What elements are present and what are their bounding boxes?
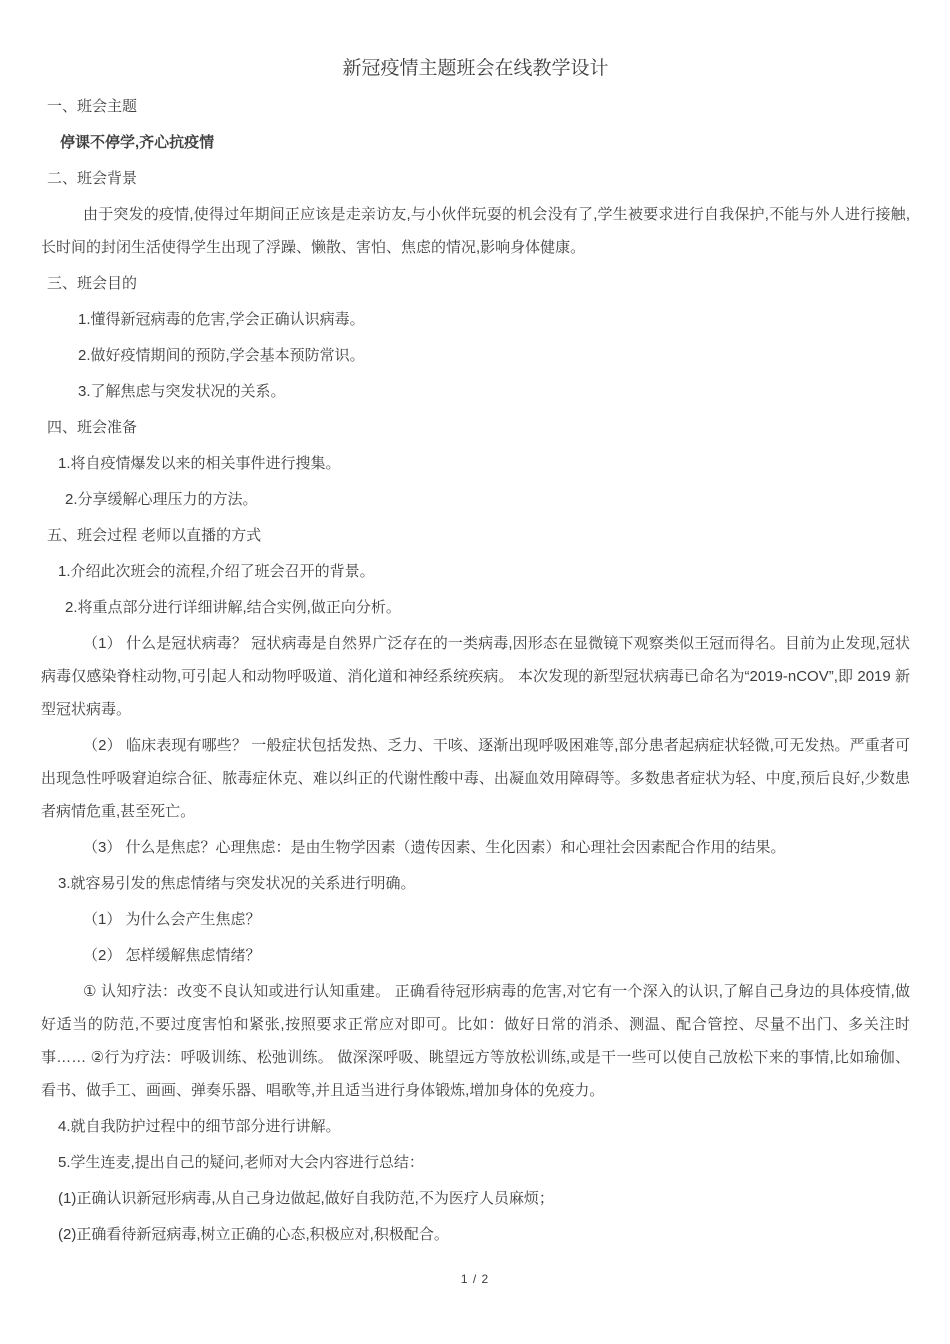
process-step-2: 2.将重点部分进行详细讲解,结合实例,做正向分析。 — [65, 599, 401, 616]
process-step-5: 5.学生连麦,提出自己的疑问,老师对大会内容进行总结： — [58, 1154, 424, 1171]
section-heading-purpose: 三、班会目的 — [47, 275, 138, 292]
therapy-paragraph: ① 认知疗法：改变不良认知或进行认知重建。 正确看待冠形病毒的危害,对它有一个深入的认识,了解自己身边的具体疫情,做好适当的防范,不要过度害怕和紧张,按照要求正常应对即可。比如：做好日常的消杀、测温、配合管控、尽量不出门、多关注时事…… ②行为疗法：呼吸训练、松弛训练。 做深深呼吸、眺望远方等放松训练,或是干一些可以使自己放松下来的事情,比如瑜伽、看书、做手工、画画、弹奏乐器、唱歌等,并且适当进行身体锻炼,增加身体的免疫力。 — [41, 983, 910, 1099]
background-paragraph: 由于突发的疫情,使得过年期间正应该是走亲访友,与小伙伴玩耍的机会没有了,学生被要求进行自我保护,不能与外人进行接触,长时间的封闭生活使得学生出现了浮躁、懒散、害怕、焦虑的情况,影响身体健康。 — [41, 206, 910, 256]
page-number-indicator: 1 / 2 — [460, 1272, 490, 1286]
section-heading-process: 五、班会过程 老师以直播的方式 — [47, 527, 262, 544]
preparation-item-2: 2.分享缓解心理压力的方法。 — [65, 491, 258, 508]
preparation-item-1: 1.将自疫情爆发以来的相关事件进行搜集。 — [58, 455, 341, 472]
lecture-point-symptoms: （2） 临床表现有哪些？ 一般症状包括发热、乏力、干咳、逐渐出现呼吸困难等,部分患者起病症状轻微,可无发热。严重者可出现急性呼吸窘迫综合征、脓毒症休克、难以纠正的代谢性酸中毒、出凝血效用障碍等。多数患者症状为轻、中度,预后良好,少数患者病情危重,甚至死亡。 — [41, 737, 910, 820]
process-step-4: 4.就自我防护过程中的细节部分进行讲解。 — [58, 1118, 341, 1135]
summary-item-2: (2)正确看待新冠病毒,树立正确的心态,积极应对,积极配合。 — [58, 1226, 449, 1243]
purpose-item-1: 1.懂得新冠病毒的危害,学会正确认识病毒。 — [78, 311, 365, 328]
process-step-1: 1.介绍此次班会的流程,介绍了班会召开的背景。 — [58, 563, 375, 580]
lecture-point-anxiety: （3） 什么是焦虑？心理焦虑：是由生物学因素（遗传因素、生化因素）和心理社会因素配合作用的结果。 — [83, 839, 786, 856]
class-meeting-theme: 停课不停学,齐心抗疫情 — [60, 134, 215, 151]
page-title: 新冠疫情主题班会在线教学设计 — [342, 58, 609, 79]
purpose-item-2: 2.做好疫情期间的预防,学会基本预防常识。 — [78, 347, 365, 364]
anxiety-question-2: （2） 怎样缓解焦虑情绪？ — [83, 947, 261, 964]
section-heading-preparation: 四、班会准备 — [47, 419, 138, 436]
purpose-item-3: 3.了解焦虑与突发状况的关系。 — [78, 383, 286, 400]
document-content — [41, 50, 910, 1254]
section-heading-background: 二、班会背景 — [47, 170, 138, 187]
section-heading-topic: 一、班会主题 — [47, 98, 138, 115]
anxiety-question-1: （1） 为什么会产生焦虑？ — [83, 911, 261, 928]
lecture-point-coronavirus: （1） 什么是冠状病毒？ 冠状病毒是自然界广泛存在的一类病毒,因形态在显微镜下观察类似王冠而得名。目前为止发现,冠状病毒仅感染脊柱动物,可引起人和动物呼吸道、消化道和神经系统疾病。 本次发现的新型冠状病毒已命名为“2019-nCOV”,即 2019 新型冠状病毒。 — [41, 635, 910, 718]
summary-item-1: (1)正确认识新冠形病毒,从自己身边做起,做好自我防范,不为医疗人员麻烦； — [58, 1190, 554, 1207]
process-step-3: 3.就容易引发的焦虑情绪与突发状况的关系进行明确。 — [58, 875, 416, 892]
